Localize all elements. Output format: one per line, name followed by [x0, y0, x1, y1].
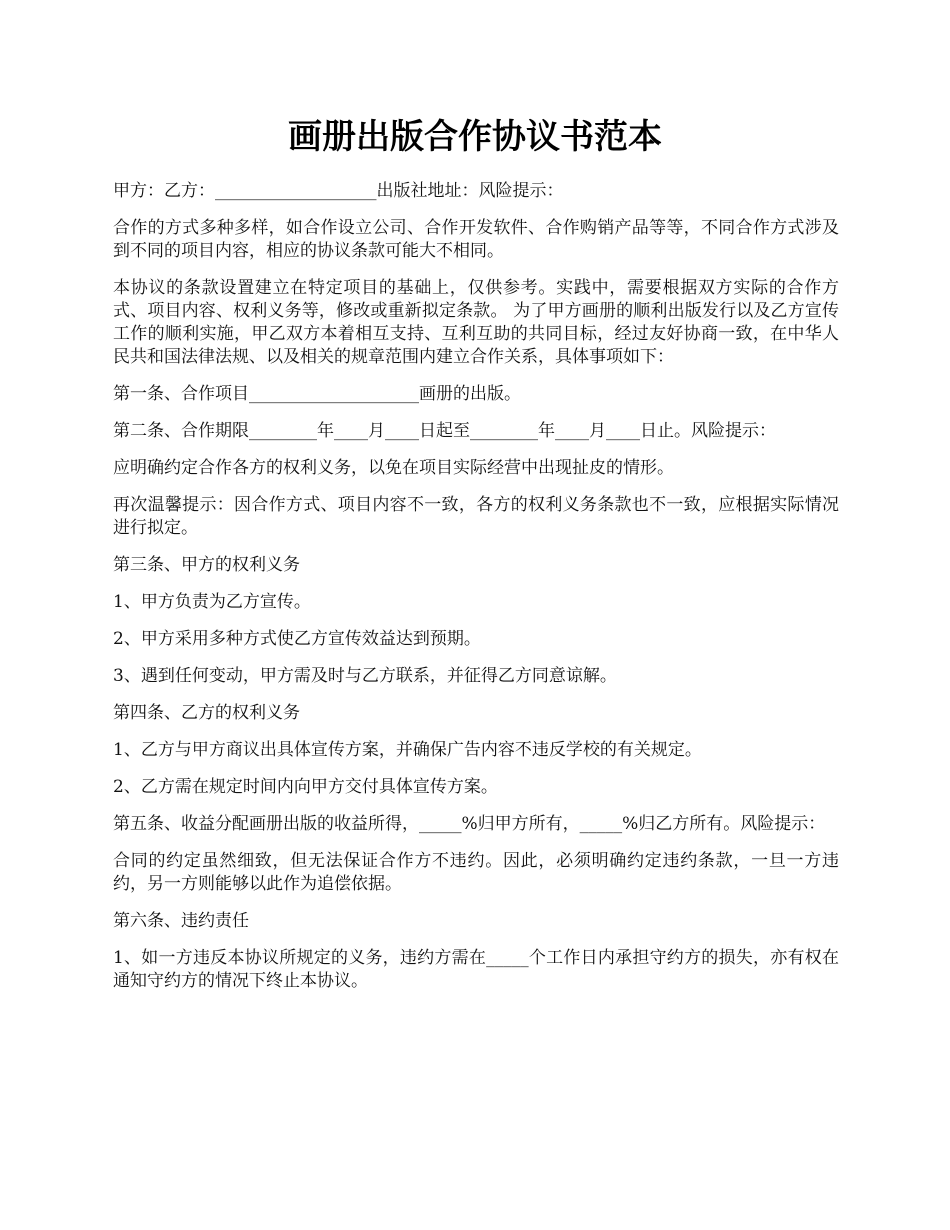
paragraph-article-4-item-1: 1、乙方与甲方商议出具体宣传方案，并确保广告内容不违反学校的有关规定。 [113, 740, 702, 760]
document-title: 画册出版合作协议书范本 [288, 117, 662, 157]
paragraph-article-6-item-1: 1、如一方违反本协议所规定的义务，违约方需在_____个工作日内承担守约方的损失，亦有权在通知守约方的情况下终止本协议。 [113, 948, 839, 991]
paragraph-article-4-item-2: 2、乙方需在规定时间内向甲方交付具体宣传方案。 [113, 777, 498, 797]
paragraph-risk-note-3: 合同的约定虽然细致，但无法保证合作方不违约。因此，必须明确约定违约条款，一旦一方违约，另一方则能够以此作为追偿依据。 [113, 851, 839, 894]
document-body [113, 180, 839, 993]
paragraph-preamble: 本协议的条款设置建立在特定项目的基础上，仅供参考。实践中，需要根据双方实际的合作方式、项目内容、权利义务等，修改或重新拟定条款。 为了甲方画册的顺利出版发行以及乙方宣传工作的顺利实施，甲乙双方本着相互支持、互利互助的共同目标，经过友好协商一致，在中华人民共和国法律法规、以及相关的规章范围内建立合作关系，具体事项如下： [113, 278, 839, 367]
paragraph-article-2: 第二条、合作期限________年____月____日起至________年____月____日止。风险提示： [113, 421, 776, 441]
paragraph-article-3-item-1: 1、甲方负责为乙方宣传。 [113, 592, 311, 612]
paragraph-reminder: 再次温馨提示：因合作方式、项目内容不一致，各方的权利义务条款也不一致，应根据实际情况进行拟定。 [113, 495, 839, 538]
paragraph-risk-note-1: 合作的方式多种多样，如合作设立公司、合作开发软件、合作购销产品等等，不同合作方式涉及到不同的项目内容，相应的协议条款可能大不相同。 [113, 218, 839, 261]
paragraph-article-3-item-3: 3、遇到任何变动，甲方需及时与乙方联系，并征得乙方同意谅解。 [113, 666, 617, 686]
paragraph-parties: 甲方：乙方：___________________出版社地址：风险提示： [113, 181, 564, 201]
paragraph-article-4-heading: 第四条、乙方的权利义务 [113, 703, 300, 723]
paragraph-article-3-heading: 第三条、甲方的权利义务 [113, 555, 300, 575]
paragraph-article-3-item-2: 2、甲方采用多种方式使乙方宣传效益达到预期。 [113, 629, 481, 649]
paragraph-article-6-heading: 第六条、违约责任 [113, 911, 249, 931]
paragraph-risk-note-2: 应明确约定合作各方的权利义务，以免在项目实际经营中出现扯皮的情形。 [113, 458, 674, 478]
paragraph-article-1: 第一条、合作项目____________________画册的出版。 [113, 384, 521, 404]
paragraph-article-5: 第五条、收益分配画册出版的收益所得，_____%归甲方所有，_____%归乙方所有。风险提示： [113, 814, 826, 834]
